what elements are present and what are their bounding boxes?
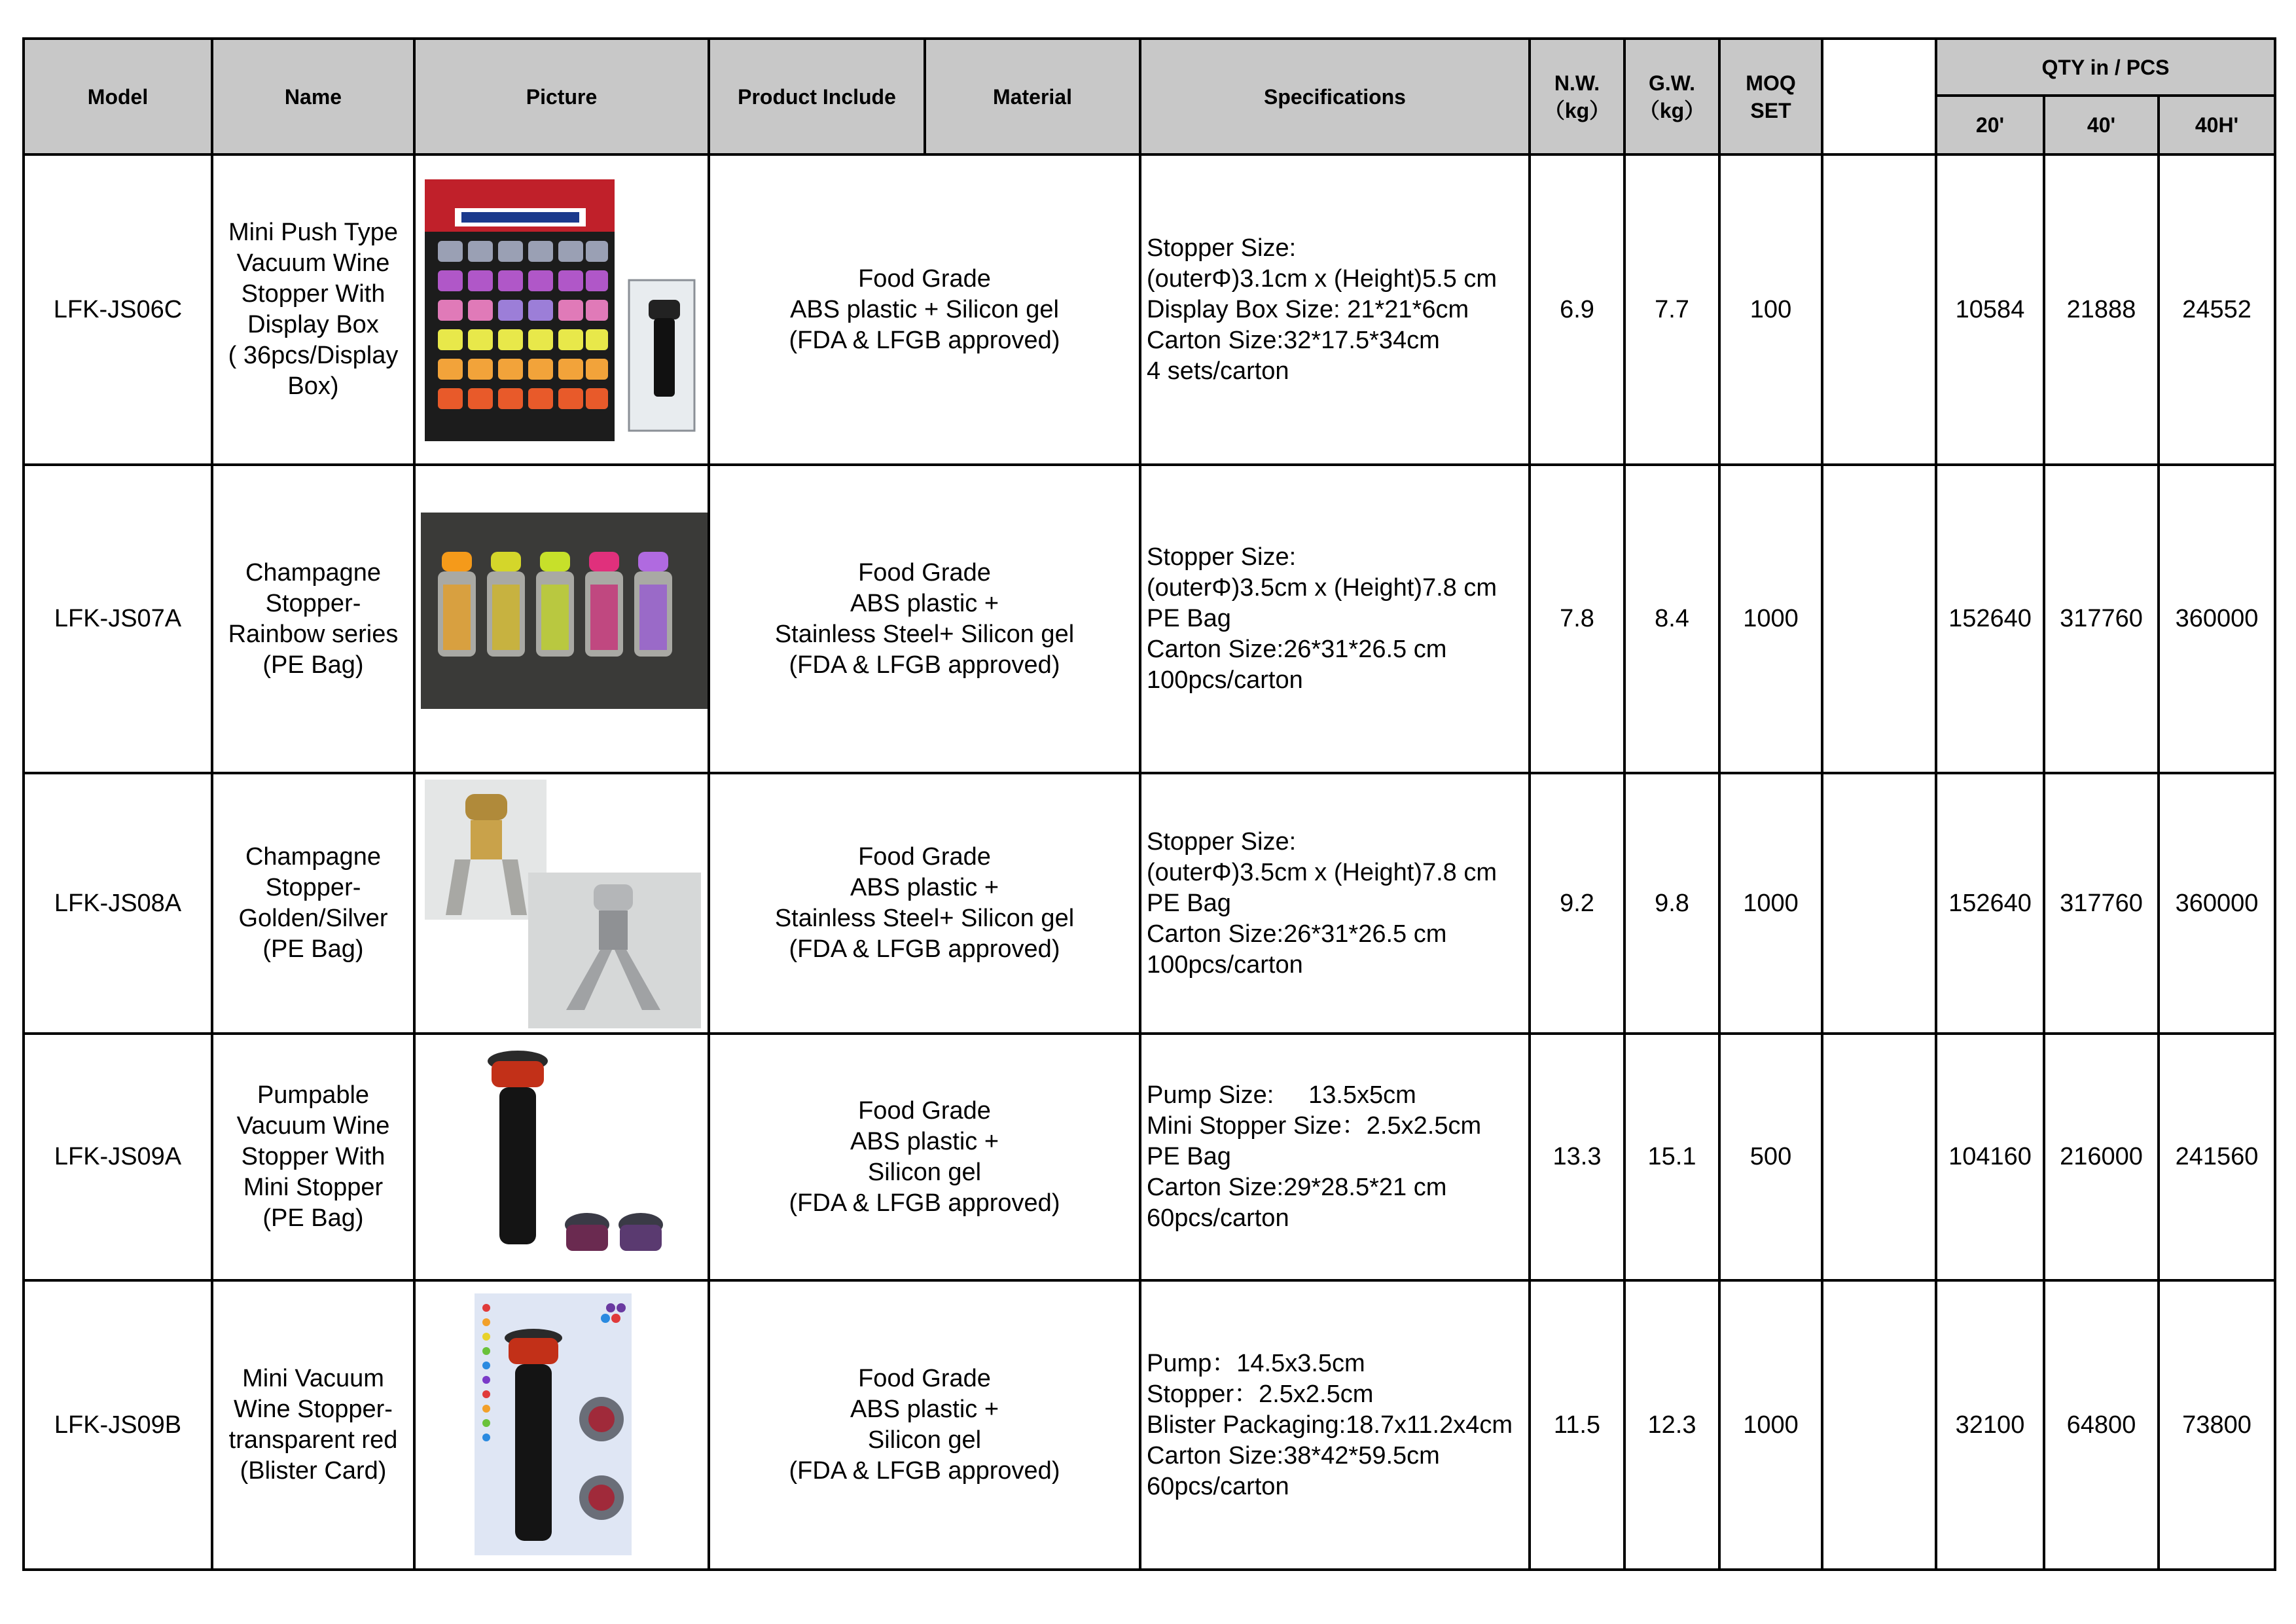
blister-card-pump-icon [416,1282,708,1568]
qty-40-cell: 21888 [2044,154,2159,465]
material-line: (FDA & LFGB approved) [789,935,1060,963]
rainbow-champagne-stoppers-icon [416,467,708,772]
material-cell [709,1280,1140,1570]
name-line: Stopper- [265,874,361,901]
spec-line: (outerΦ)3.1cm x (Height)5.5 cm [1147,264,1498,293]
qty-20-cell: 10584 [1936,154,2044,465]
blank-cell [1822,1034,1936,1280]
name-cell [212,154,414,465]
name-cell [212,1034,414,1280]
header-moq-label: MOQ [1746,71,1796,95]
product-picture [414,154,709,465]
name-cell [212,773,414,1034]
material-line: ABS plastic + [850,1396,999,1423]
blank-cell [1822,773,1936,1034]
table-row [24,154,2275,465]
spec-line: Pump：14.5x3.5cm [1147,1349,1365,1377]
gw-cell: 15.1 [1624,1034,1719,1280]
blank-cell [1822,1280,1936,1570]
name-line: transparent red [228,1426,398,1454]
header-model: Model [24,39,212,154]
header-material: Material [925,39,1140,154]
gw-cell: 9.8 [1624,773,1719,1034]
golden-silver-champagne-stoppers-icon [416,774,708,1032]
gw-cell: 7.7 [1624,154,1719,465]
nw-cell: 6.9 [1530,154,1624,465]
spec-line: Mini Stopper Size：2.5x2.5cm [1147,1112,1482,1140]
nw-cell: 13.3 [1530,1034,1624,1280]
spec-line: 100pcs/carton [1147,666,1303,694]
spec-line: PE Bag [1147,605,1231,632]
material-line: Stainless Steel+ Silicon gel [774,905,1075,932]
moq-cell: 100 [1719,154,1822,465]
spec-line: Carton Size:26*31*26.5 cm [1147,920,1447,948]
header-nw [1530,39,1624,154]
header-name: Name [212,39,414,154]
specifications-cell [1140,465,1530,773]
specifications-cell [1140,773,1530,1034]
spec-line: Stopper Size: [1147,234,1297,262]
product-picture [414,1280,709,1570]
name-line: Stopper With [241,1143,386,1170]
material-line: Food Grade [858,843,991,871]
spec-line: Stopper Size: [1147,827,1297,856]
name-line: ( 36pcs/Display [228,342,399,369]
header-qty-20: 20' [1936,96,2044,154]
header-qty-40: 40' [2044,96,2159,154]
header-picture: Picture [414,39,709,154]
material-line: Stainless Steel+ Silicon gel [774,620,1075,648]
header-gw [1624,39,1719,154]
name-line: (Blister Card) [240,1457,387,1485]
spec-line: Stopper Size: [1147,543,1297,571]
material-line: Silicon gel [867,1426,982,1454]
material-line: (FDA & LFGB approved) [789,651,1060,679]
name-line: Rainbow series [228,620,399,648]
name-line: Champagne [245,558,382,586]
header-product-include: Product Include [709,39,925,154]
nw-cell: 9.2 [1530,773,1624,1034]
table-row [24,465,2275,773]
header-moq [1719,39,1822,154]
spec-line: Pump Size: 13.5x5cm [1147,1081,1416,1109]
spec-line: 100pcs/carton [1147,950,1303,979]
table-row [24,1280,2275,1570]
material-line: Food Grade [858,558,991,586]
qty-40-cell: 317760 [2044,465,2159,773]
header-nw-label: N.W. [1554,71,1600,95]
spec-line: 60pcs/carton [1147,1472,1289,1500]
vacuum-pump-with-stoppers-icon [416,1035,708,1279]
name-line: (PE Bag) [262,651,364,679]
name-cell [212,465,414,773]
name-line: Mini Vacuum [242,1365,384,1392]
model-cell: LFK-JS06C [24,154,212,465]
material-line: (FDA & LFGB approved) [789,326,1060,354]
material-line: ABS plastic + [850,1127,999,1155]
table-row [24,1034,2275,1280]
gw-cell: 8.4 [1624,465,1719,773]
spec-line: Carton Size:38*42*59.5cm [1147,1441,1440,1470]
moq-cell: 1000 [1719,1280,1822,1570]
model-cell: LFK-JS08A [24,773,212,1034]
model-cell: LFK-JS07A [24,465,212,773]
material-line: (FDA & LFGB approved) [789,1189,1060,1217]
name-line: Display Box [247,311,379,338]
name-line: Stopper- [265,589,361,617]
qty-20-cell: 152640 [1936,465,2044,773]
material-cell [709,465,1140,773]
moq-cell: 1000 [1719,773,1822,1034]
qty-40-cell: 64800 [2044,1280,2159,1570]
name-line: Vacuum Wine [236,249,390,277]
spec-line: Stopper：2.5x2.5cm [1147,1380,1374,1408]
qty-40h-cell: 360000 [2159,465,2275,773]
qty-20-cell: 152640 [1936,773,2044,1034]
header-moq-unit: SET [1750,98,1791,122]
material-line: ABS plastic + Silicon gel [790,295,1059,323]
table-row [24,773,2275,1034]
model-cell: LFK-JS09A [24,1034,212,1280]
moq-cell: 500 [1719,1034,1822,1280]
material-line: Silicon gel [867,1158,982,1186]
spec-line: (outerΦ)3.5cm x (Height)7.8 cm [1147,858,1498,886]
name-line: Box) [287,372,339,400]
name-line: Wine Stopper- [234,1396,393,1423]
name-line: Golden/Silver [238,905,388,932]
name-line: Mini Stopper [243,1174,384,1201]
material-line: ABS plastic + [850,589,999,617]
spec-line: Blister Packaging:18.7x11.2x4cm [1147,1411,1513,1439]
spec-line: Carton Size:32*17.5*34cm [1147,326,1440,354]
name-line: (PE Bag) [262,1204,364,1232]
name-line: (PE Bag) [262,935,364,963]
nw-cell: 7.8 [1530,465,1624,773]
model-cell: LFK-JS09B [24,1280,212,1570]
moq-cell: 1000 [1719,465,1822,773]
product-table [22,37,2276,1571]
name-line: Mini Push Type [228,219,399,246]
spec-line: 60pcs/carton [1147,1204,1289,1232]
blank-cell [1822,154,1936,465]
material-line: ABS plastic + [850,874,999,901]
gw-cell: 12.3 [1624,1280,1719,1570]
material-cell [709,154,1140,465]
name-line: Champagne [245,843,382,871]
qty-20-cell: 104160 [1936,1034,2044,1280]
material-line: Food Grade [858,1096,991,1125]
display-box-of-stoppers-icon [416,156,708,463]
spec-line: PE Bag [1147,889,1231,917]
spec-line: Carton Size:26*31*26.5 cm [1147,636,1447,663]
material-cell [709,773,1140,1034]
material-line: Food Grade [858,264,991,293]
blank-cell [1822,465,1936,773]
product-picture [414,773,709,1034]
qty-20-cell: 32100 [1936,1280,2044,1570]
qty-40h-cell: 24552 [2159,154,2275,465]
material-line: (FDA & LFGB approved) [789,1457,1060,1485]
header-blank [1822,39,1936,154]
name-line: Vacuum Wine [236,1112,390,1140]
specifications-cell [1140,1034,1530,1280]
spec-line: Carton Size:29*28.5*21 cm [1147,1174,1447,1201]
material-line: Food Grade [858,1365,991,1392]
qty-40h-cell: 73800 [2159,1280,2275,1570]
spec-line: 4 sets/carton [1147,357,1289,385]
qty-40h-cell: 241560 [2159,1034,2275,1280]
product-picture [414,1034,709,1280]
qty-40h-cell: 360000 [2159,773,2275,1034]
spec-line: (outerΦ)3.5cm x (Height)7.8 cm [1147,574,1498,602]
header-nw-unit: （kg） [1543,98,1611,122]
header-row-top [24,39,2275,96]
nw-cell: 11.5 [1530,1280,1624,1570]
specifications-cell [1140,154,1530,465]
spec-line: PE Bag [1147,1143,1231,1170]
name-line: Pumpable [257,1081,370,1109]
specifications-cell [1140,1280,1530,1570]
product-picture [414,465,709,773]
header-gw-unit: （kg） [1638,98,1706,122]
name-cell [212,1280,414,1570]
qty-40-cell: 317760 [2044,773,2159,1034]
spec-line: Display Box Size: 21*21*6cm [1147,295,1469,323]
material-cell [709,1034,1140,1280]
header-qty-group: QTY in / PCS [1936,39,2275,96]
header-qty-40h: 40H' [2159,96,2275,154]
header-gw-label: G.W. [1648,71,1696,95]
header-specifications: Specifications [1140,39,1530,154]
qty-40-cell: 216000 [2044,1034,2159,1280]
name-line: Stopper With [241,280,386,308]
